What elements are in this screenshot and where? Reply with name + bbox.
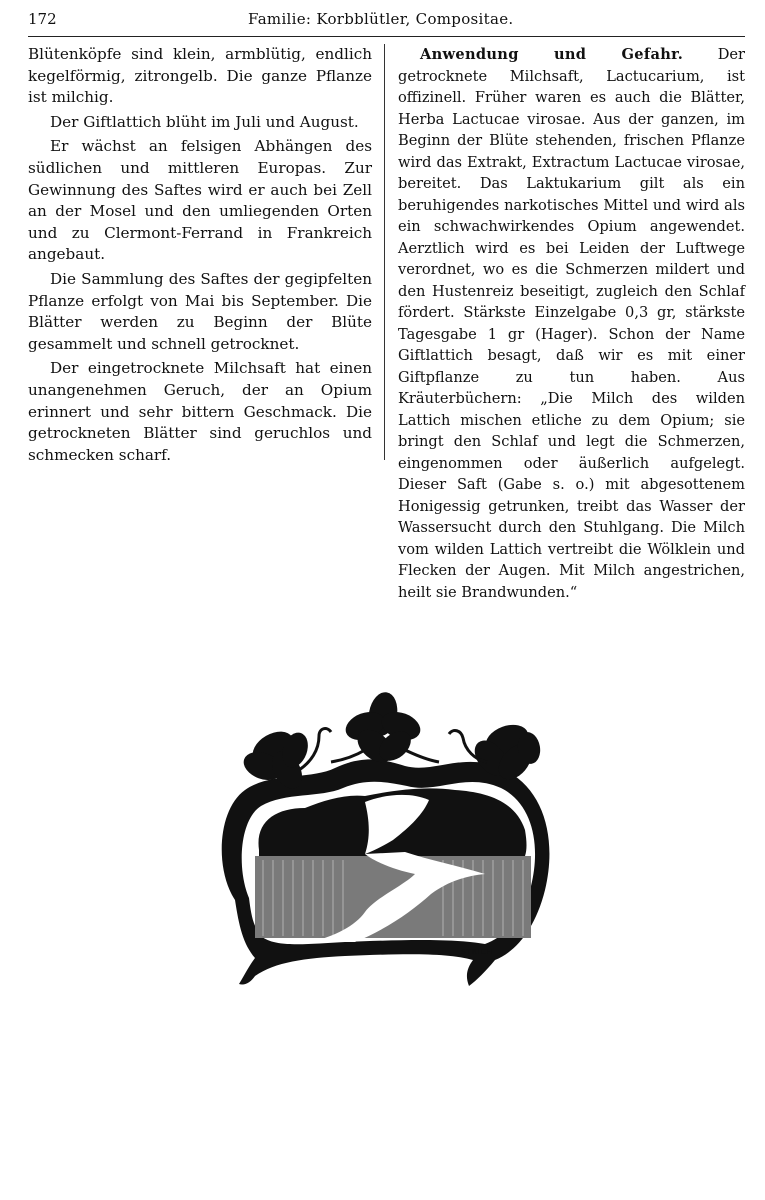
section-heading: Anwendung und Gefahr. — [420, 46, 684, 63]
paragraph-application — [398, 44, 745, 603]
paragraph-habitat: Er wächst an felsigen Abhängen des südlichen und mittleren Europas. Zur Gewinnung des Saftes wird er auch bei Zell an der Mosel und den umliegenden Orten und zu Clermont-Ferrand in Frankreich angebaut. — [28, 137, 372, 264]
application-text: Der getrocknete Milchsaft, Lactucarium, ist offizinell. Früher waren es auch die Blätter, Herba Lactucae virosae. Aus der ganzen, im Beginn der Blüte stehenden, frischen Pflanze wird das Extrakt, Extractum Lactucae virosae, bereitet. Das Laktukarium gilt als ein beruhigendes narkotisches Mittel und wird als ein schwachwirkendes Opium angewendet. Aerztlich wird es bei Leiden der Luftwege verordnet, wo es die Schmerzen mildert und den Hustenreiz beseitigt, zugleich den Schlaf fördert. Stärkste Einzelgabe 0,3 gr, stärkste Tagesgabe 1 gr (Hager). Schon der Name Giftlattich besagt, daß wir es mit einer Giftpflanze zu tun haben. Aus Kräuterbüchern: „Die Milch des wilden Lattich mischen etliche zu dem Opium; sie bringt den Schlaf und legt die Schmerzen, eingenommen oder äußerlich aufgelegt. Dieser Saft (Gabe s. o.) mit abgesottenem Honigessig getrunken, treibt das Wasser der Wassersucht durch den Stuhlgang. Die Milch vom wilden Lattich vertreibt die Wölklein und Flecken der Augen. Mit Milch angestrichen, heilt sie Brandwunden.“ — [398, 46, 746, 601]
running-header — [28, 10, 745, 37]
paragraph-properties: Der eingetrocknete Milchsaft hat einen unangenehmen Geruch, der an Opium erinnert und sehr bittern Geschmack. Die getrockneten Blätter sind geruchlos und schmecken scharf. — [28, 359, 372, 464]
column-divider — [384, 44, 385, 460]
artist-signature: STRICH — [461, 948, 493, 956]
paragraph-collection: Die Sammlung des Saftes der gegipfelten Pflanze erfolgt von Mai bis September. Die Blätter werden zu Beginn der Blüte gesammelt und schnell getrocknet. — [28, 269, 372, 353]
right-column — [398, 44, 745, 603]
landscape-vignette-icon — [215, 690, 555, 990]
left-column — [28, 44, 372, 466]
page-number: 172 — [28, 10, 57, 28]
paragraph-flowering-time: Der Giftlattich blüht im Juli und August. — [50, 112, 359, 131]
paragraph-flower-description: Blütenköpfe sind klein, armblütig, endlich kegelförmig, zitrongelb. Die ganze Pflanze ist milchig. — [28, 45, 372, 107]
running-title: Familie: Korbblütler, Compositae. — [248, 10, 514, 28]
